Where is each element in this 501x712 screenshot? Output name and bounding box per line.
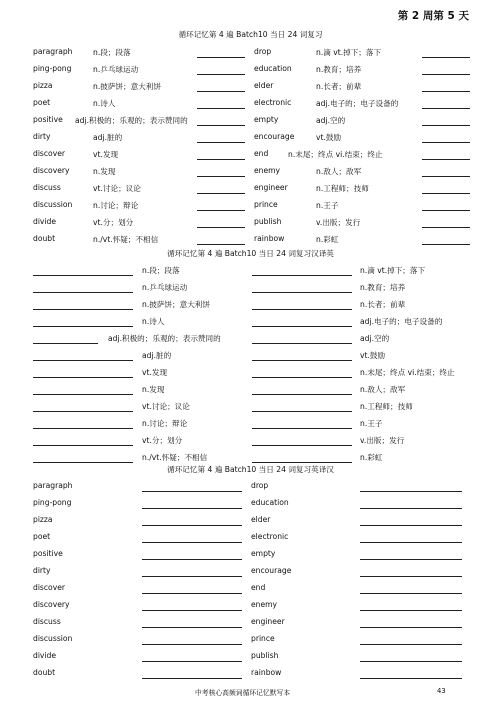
word-cn: vt.分；划分: [142, 436, 183, 445]
answer-blank[interactable]: [422, 244, 470, 245]
word-cn: n.长者；前辈: [316, 82, 362, 91]
word-cn: n.王子: [316, 201, 339, 210]
word-row: [0, 313, 501, 330]
word-row: [0, 112, 501, 129]
answer-blank[interactable]: [252, 275, 352, 276]
word-en: publish: [254, 217, 282, 226]
word-row: [0, 432, 501, 449]
word-en: pizza: [33, 81, 53, 90]
word-cn: n.披萨饼；意大利饼: [142, 300, 210, 309]
answer-blank[interactable]: [197, 108, 245, 109]
section1-title: 循环记忆第 4 遍 Batch10 当日 24 词复习: [178, 30, 323, 39]
word-en: encourage: [251, 566, 292, 575]
answer-blank[interactable]: [142, 661, 242, 662]
word-row: [0, 78, 501, 95]
word-en: dirty: [33, 132, 51, 141]
answer-blank[interactable]: [33, 445, 133, 446]
answer-blank[interactable]: [142, 627, 242, 628]
answer-blank[interactable]: [360, 508, 462, 509]
word-en: rainbow: [254, 234, 285, 243]
word-row: [0, 597, 501, 614]
word-row: [0, 648, 501, 665]
word-cn: n.彩虹: [360, 453, 383, 462]
word-cn: vt.讨论；议论: [93, 184, 141, 193]
word-row: [0, 398, 501, 415]
page-label: 第 2 周第 5 天: [397, 10, 469, 22]
answer-blank[interactable]: [360, 525, 462, 526]
word-en: dirty: [33, 566, 51, 575]
answer-blank[interactable]: [33, 411, 133, 412]
answer-blank[interactable]: [252, 428, 352, 429]
word-en: positive: [33, 549, 63, 558]
word-en: education: [251, 498, 289, 507]
word-cn: adj.脏的: [93, 133, 123, 142]
answer-blank[interactable]: [142, 508, 242, 509]
word-en: positive: [33, 115, 63, 124]
word-en: paragraph: [33, 47, 73, 56]
word-en: paragraph: [33, 481, 73, 490]
word-cn: vt.发现: [93, 150, 119, 159]
answer-blank[interactable]: [360, 610, 462, 611]
word-cn: n./vt.怀疑；不相信: [93, 235, 159, 244]
answer-blank[interactable]: [197, 227, 245, 228]
answer-blank[interactable]: [33, 309, 133, 310]
word-cn: n.滴 vt.掉下；落下: [360, 266, 426, 275]
answer-blank[interactable]: [252, 445, 352, 446]
word-en: pizza: [33, 515, 53, 524]
answer-blank[interactable]: [252, 292, 352, 293]
word-cn: n.敌人；敌军: [316, 167, 362, 176]
word-cn: n.披萨饼；意大利饼: [93, 82, 161, 91]
answer-blank[interactable]: [33, 360, 133, 361]
word-cn: adj.脏的: [142, 351, 172, 360]
word-cn: n.讨论；辩论: [93, 201, 139, 210]
answer-blank[interactable]: [252, 462, 352, 463]
word-en: divide: [33, 651, 57, 660]
word-en: drop: [251, 481, 269, 490]
answer-blank[interactable]: [360, 542, 462, 543]
answer-blank[interactable]: [142, 525, 242, 526]
word-cn: n.段；段落: [93, 48, 131, 57]
answer-blank[interactable]: [197, 91, 245, 92]
word-en: doubt: [33, 234, 56, 243]
word-row: [0, 44, 501, 61]
word-cn: n.彩虹: [316, 235, 339, 244]
word-cn: n.段；段落: [142, 266, 180, 275]
word-en: empty: [251, 549, 276, 558]
word-en: engineer: [251, 617, 285, 626]
answer-blank[interactable]: [197, 74, 245, 75]
word-row: [0, 364, 501, 381]
word-cn: n.末尾；终点 vi.结束；终止: [288, 150, 383, 159]
answer-blank[interactable]: [360, 559, 462, 560]
answer-blank[interactable]: [360, 491, 462, 492]
answer-blank[interactable]: [422, 159, 470, 160]
word-en: publish: [251, 651, 279, 660]
answer-blank[interactable]: [142, 542, 242, 543]
answer-blank[interactable]: [142, 576, 242, 577]
answer-blank[interactable]: [33, 462, 133, 463]
answer-blank[interactable]: [142, 593, 242, 594]
answer-blank[interactable]: [197, 159, 245, 160]
word-en: enemy: [254, 166, 281, 175]
word-en: discussion: [33, 200, 73, 209]
word-cn: n.诗人: [93, 99, 116, 108]
word-row: [0, 279, 501, 296]
word-cn: n.乒乓球运动: [142, 283, 188, 292]
section2-title: 循环记忆第 4 遍 Batch10 当日 24 词复习汉译英: [167, 249, 334, 258]
word-en: doubt: [33, 668, 56, 677]
answer-blank[interactable]: [197, 57, 245, 58]
word-cn: v.出版；发行: [316, 218, 361, 227]
word-en: prince: [251, 634, 275, 643]
word-cn: adj.电子的；电子设备的: [316, 99, 399, 108]
word-cn: n./vt.怀疑；不相信: [142, 453, 208, 462]
word-row: [0, 214, 501, 231]
answer-blank[interactable]: [142, 610, 242, 611]
word-cn: vt.鼓励: [360, 351, 386, 360]
answer-blank[interactable]: [360, 627, 462, 628]
word-en: ping-pong: [33, 498, 72, 507]
answer-blank[interactable]: [360, 661, 462, 662]
word-row: [0, 563, 501, 580]
word-en: elder: [251, 515, 271, 524]
answer-blank[interactable]: [422, 193, 470, 194]
word-en: discovery: [33, 166, 70, 175]
answer-blank[interactable]: [422, 57, 470, 58]
word-cn: n.滴 vt.掉下；落下: [316, 48, 382, 57]
answer-blank[interactable]: [142, 644, 242, 645]
word-cn: vt.分；划分: [93, 218, 134, 227]
word-row: [0, 180, 501, 197]
answer-blank[interactable]: [360, 644, 462, 645]
answer-blank[interactable]: [252, 326, 352, 327]
answer-blank[interactable]: [197, 193, 245, 194]
word-en: discuss: [33, 617, 61, 626]
word-cn: adj.空的: [360, 334, 390, 343]
answer-blank[interactable]: [422, 210, 470, 211]
word-row: [0, 546, 501, 563]
word-en: drop: [254, 47, 272, 56]
answer-blank[interactable]: [197, 125, 245, 126]
answer-blank[interactable]: [422, 125, 470, 126]
word-row: [0, 495, 501, 512]
word-en: poet: [33, 98, 51, 107]
word-cn: adj.电子的；电子设备的: [360, 317, 443, 326]
answer-blank[interactable]: [142, 678, 242, 679]
word-row: [0, 631, 501, 648]
answer-blank[interactable]: [33, 292, 133, 293]
word-en: discovery: [33, 600, 70, 609]
word-cn: adj.积极的；乐观的；表示赞同的: [108, 334, 221, 343]
page-number: 43: [437, 687, 446, 695]
answer-blank[interactable]: [252, 309, 352, 310]
answer-blank[interactable]: [360, 593, 462, 594]
word-row: [0, 197, 501, 214]
word-en: discover: [33, 583, 65, 592]
word-en: elder: [254, 81, 274, 90]
word-row: [0, 330, 501, 347]
answer-blank[interactable]: [197, 210, 245, 211]
word-cn: vt.讨论；议论: [142, 402, 190, 411]
word-en: education: [254, 64, 292, 73]
word-row: [0, 347, 501, 364]
word-en: empty: [254, 115, 279, 124]
answer-blank[interactable]: [252, 411, 352, 412]
word-cn: n.长者；前辈: [360, 300, 406, 309]
answer-blank[interactable]: [252, 377, 352, 378]
word-cn: n.乒乓球运动: [93, 65, 139, 74]
answer-blank[interactable]: [360, 678, 462, 679]
answer-blank[interactable]: [422, 227, 470, 228]
word-row: [0, 163, 501, 180]
word-en: prince: [254, 200, 278, 209]
answer-blank[interactable]: [33, 343, 98, 344]
answer-blank[interactable]: [197, 142, 245, 143]
answer-blank[interactable]: [252, 394, 352, 395]
answer-blank[interactable]: [422, 74, 470, 75]
word-row: [0, 665, 501, 682]
word-cn: n.工程师；技师: [316, 184, 369, 193]
word-cn: n.教育；培养: [316, 65, 362, 74]
answer-blank[interactable]: [197, 176, 245, 177]
word-en: enemy: [251, 600, 278, 609]
word-row: [0, 381, 501, 398]
word-en: ping-pong: [33, 64, 72, 73]
answer-blank[interactable]: [252, 343, 352, 344]
word-row: [0, 231, 501, 248]
word-row: [0, 296, 501, 313]
word-en: discover: [33, 149, 65, 158]
word-cn: adj.空的: [316, 116, 346, 125]
answer-blank[interactable]: [142, 491, 242, 492]
answer-blank[interactable]: [422, 91, 470, 92]
word-en: poet: [33, 532, 51, 541]
word-cn: n.工程师；技师: [360, 402, 413, 411]
word-row: [0, 478, 501, 495]
word-cn: n.发现: [93, 167, 116, 176]
word-row: [0, 262, 501, 279]
word-cn: v.出版；发行: [360, 436, 405, 445]
word-cn: n.发现: [142, 385, 165, 394]
word-cn: adj.积极的；乐观的；表示赞同的: [75, 116, 188, 125]
word-cn: n.敌人；敌军: [360, 385, 406, 394]
word-en: rainbow: [251, 668, 282, 677]
word-cn: vt.鼓励: [316, 133, 342, 142]
word-row: [0, 614, 501, 631]
word-cn: n.讨论；辩论: [142, 419, 188, 428]
word-en: electronic: [251, 532, 289, 541]
answer-blank[interactable]: [422, 176, 470, 177]
answer-blank[interactable]: [33, 275, 133, 276]
answer-blank[interactable]: [33, 394, 133, 395]
word-cn: n.诗人: [142, 317, 165, 326]
word-row: [0, 580, 501, 597]
answer-blank[interactable]: [33, 428, 133, 429]
answer-blank[interactable]: [142, 559, 242, 560]
word-row: [0, 129, 501, 146]
answer-blank[interactable]: [33, 326, 133, 327]
word-row: [0, 415, 501, 432]
word-cn: n.教育；培养: [360, 283, 406, 292]
word-en: encourage: [254, 132, 295, 141]
word-row: [0, 61, 501, 78]
word-row: [0, 95, 501, 112]
word-en: divide: [33, 217, 57, 226]
word-cn: n.末尾；终点 vi.结束；终止: [360, 368, 455, 377]
word-row: [0, 529, 501, 546]
word-en: end: [254, 149, 269, 158]
word-en: discussion: [33, 634, 73, 643]
word-row: [0, 512, 501, 529]
answer-blank[interactable]: [252, 360, 352, 361]
answer-blank[interactable]: [33, 377, 133, 378]
answer-blank[interactable]: [422, 142, 470, 143]
answer-blank[interactable]: [197, 244, 245, 245]
answer-blank[interactable]: [422, 108, 470, 109]
word-en: end: [251, 583, 266, 592]
section3-title: 循环记忆第 4 遍 Batch10 当日 24 词复习英译汉: [167, 465, 334, 474]
word-cn: n.王子: [360, 419, 383, 428]
word-en: electronic: [254, 98, 292, 107]
word-en: discuss: [33, 183, 61, 192]
answer-blank[interactable]: [360, 576, 462, 577]
footer-text: 中考核心高频词循环记忆默写本: [195, 689, 291, 697]
word-row: [0, 146, 501, 163]
word-en: engineer: [254, 183, 288, 192]
word-cn: vt.发现: [142, 368, 168, 377]
